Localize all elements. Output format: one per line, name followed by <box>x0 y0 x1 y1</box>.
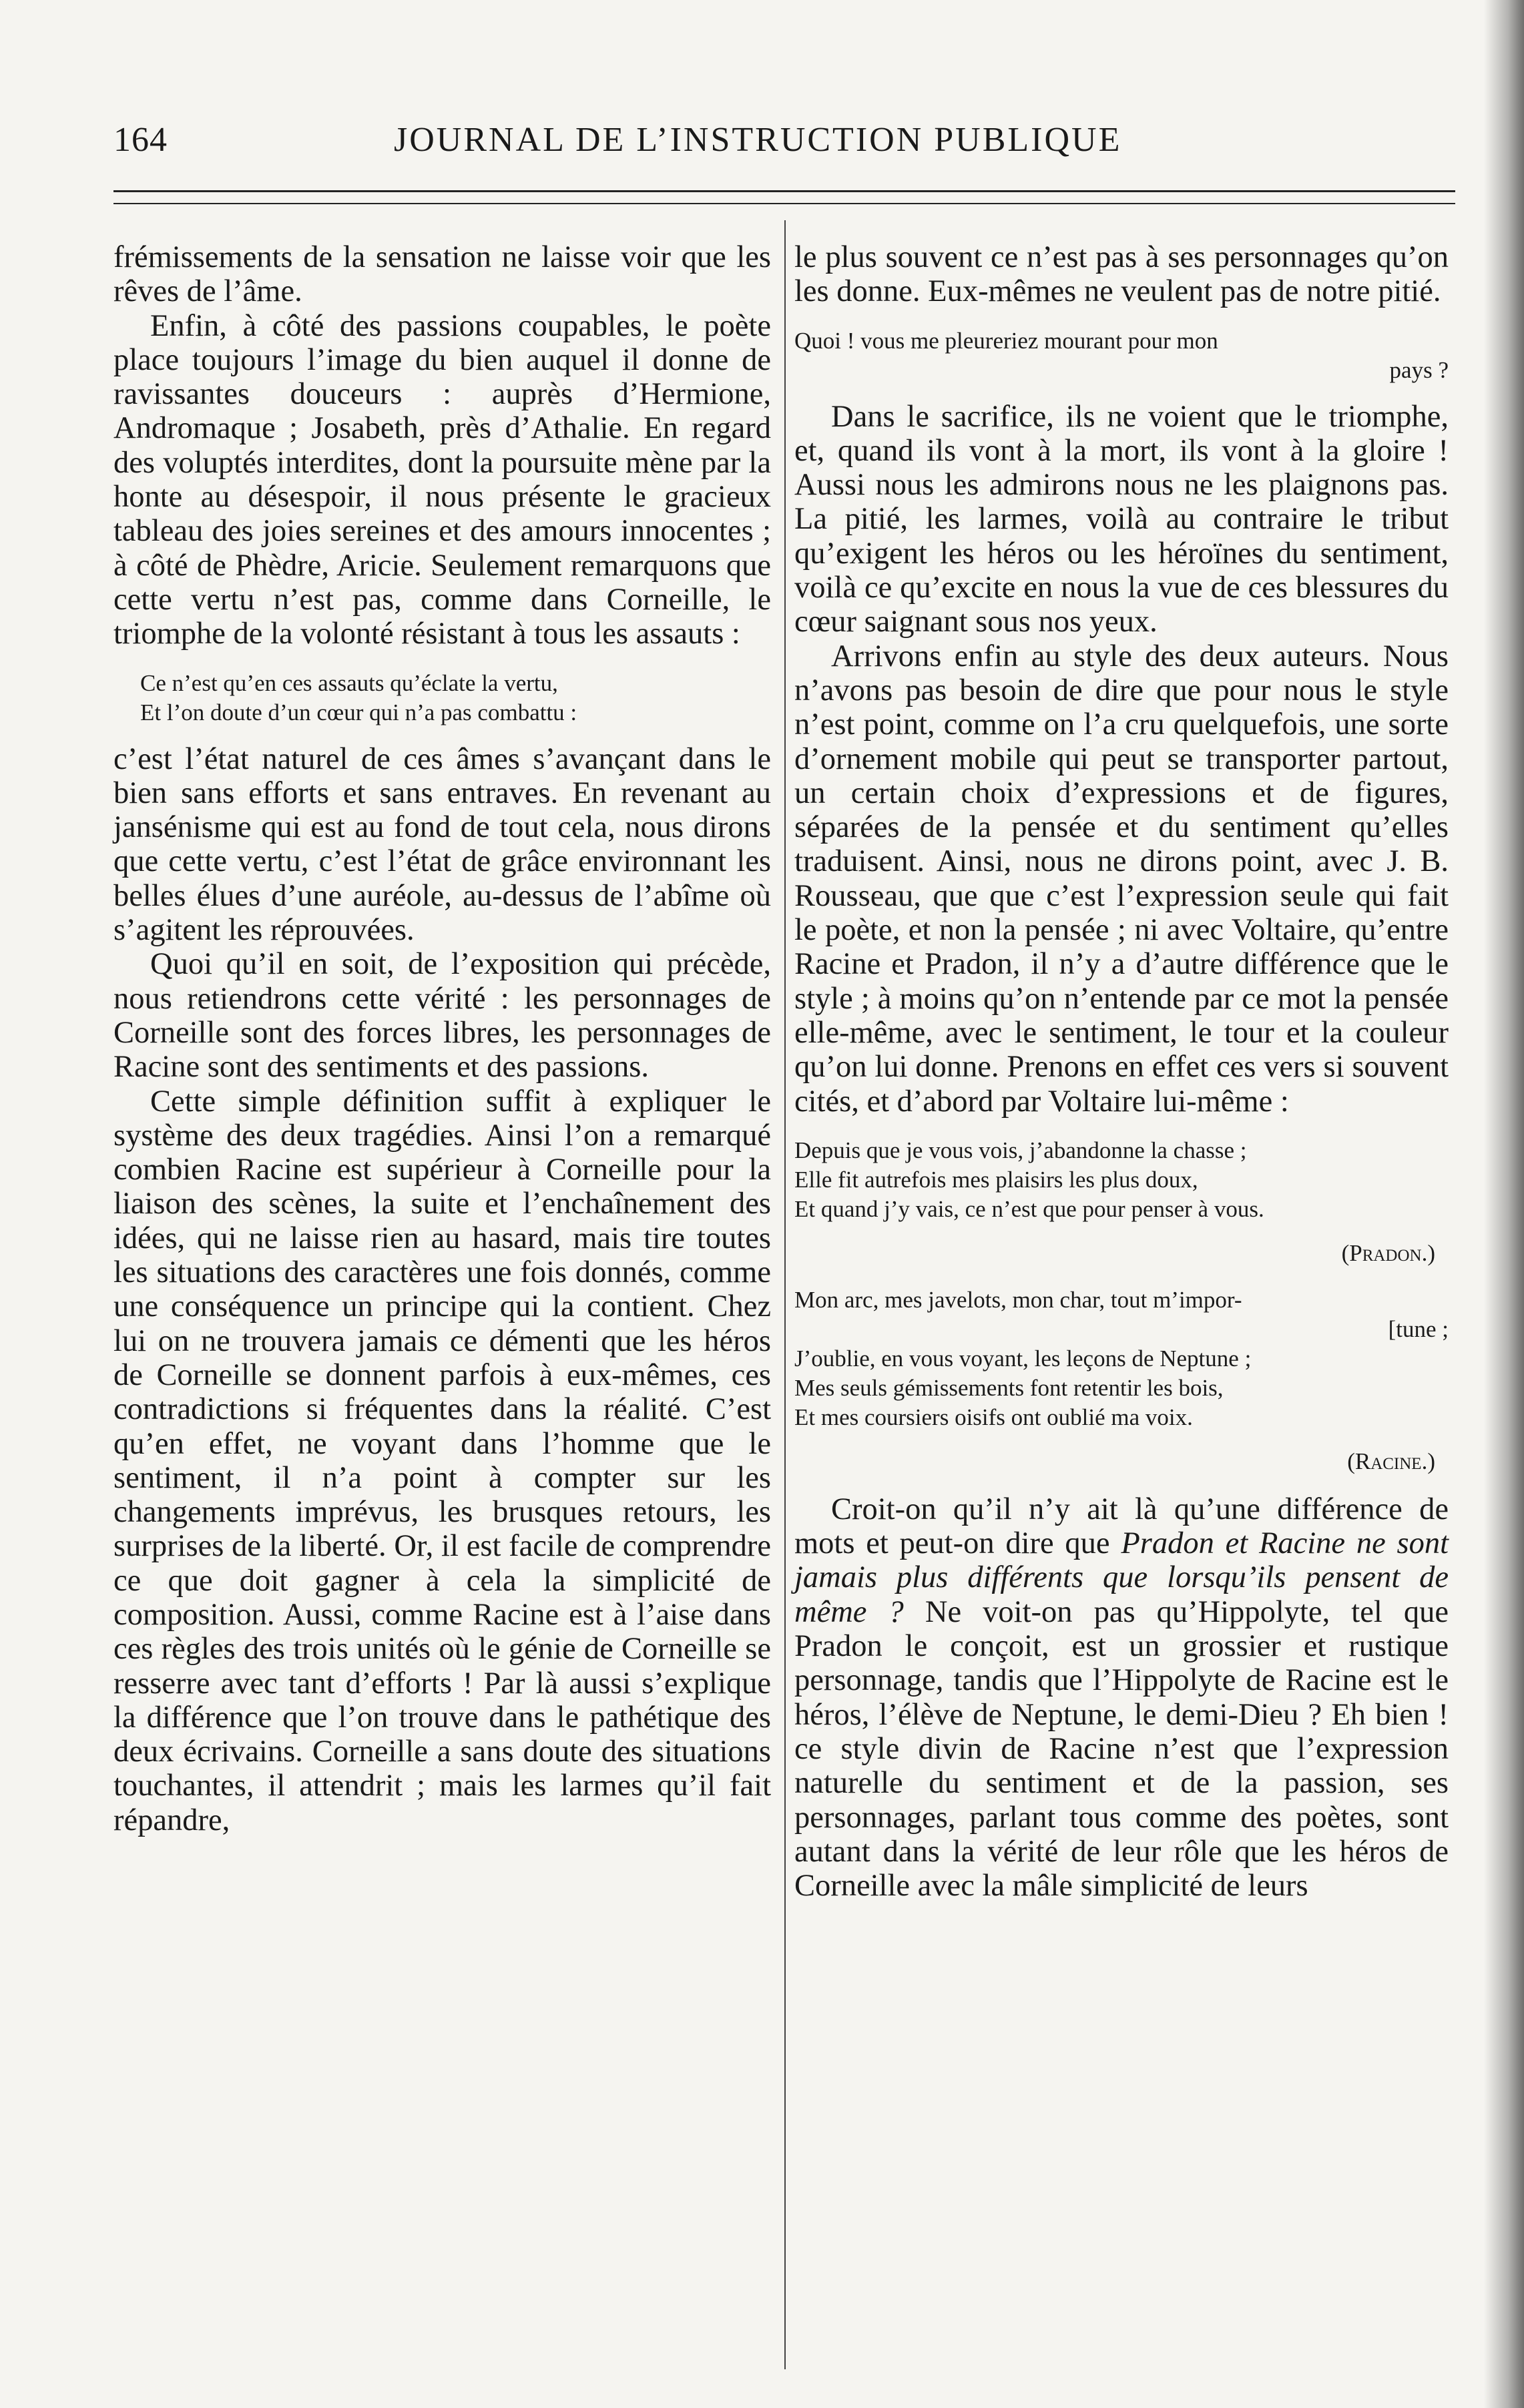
left-column <box>113 240 771 1837</box>
paragraph: Enfin, à côté des passions coupables, le poète place toujours l’image du bien auquel il donne de ravissantes douceurs : auprès d’Hermione, Andromaque ; Josabeth, près d’Athalie. En regard des voluptés interdites, dont la poursuite mène par la honte au désespoir, il nous présente le gracieux tableau des joies sereines et des amours innocentes ; à côté de Phèdre, Aricie. Seulement remarquons que cette vertu n’est pas, comme dans Corneille, le triomphe de la volonté résistant à tous les assauts : <box>113 308 771 651</box>
paragraph: Arrivons enfin au style des deux auteurs. Nous n’avons pas besoin de dire que pour nous le style n’est point, comme on l’a cru quelquefois, une sorte d’ornement mobile qui peut se transporter partout, un certain choix d’expressions et de figures, séparées de la pensée et du sentiment qu’elles traduisent. Ainsi, nous ne dirons point, avec J. B. Rousseau, que que c’est l’expression seule qui fait le poète, et non la pensée ; ni avec Voltaire, qu’entre Racine et Pradon, il n’y a d’autre différence que le style ; à moins qu’on n’entende par ce mot la pensée elle-même, avec le sentiment, le tour et la couleur qu’on lui donne. Prenons en effet ces vers si souvent cités, et d’abord par Voltaire lui-même : <box>794 639 1449 1119</box>
verse-line: J’oublie, en vous voyant, les leçons de Neptune ; <box>794 1345 1252 1372</box>
paragraph-text: Ne voit-on pas qu’Hippolyte, tel que Pradon le conçoit, est un grossier et rustique personnage, tandis que l’Hippolyte de Racine est le héros, l’élève de Neptune, le demi-Dieu ? Eh bien ! ce style divin de Racine n’est que l’expression naturelle du sentiment et de la passion, ses personnages, parlant tous comme des poètes, sont autant dans la vérité de leur rôle que les héros de Corneille avec la mâle simplicité de leurs <box>794 1594 1449 1903</box>
attribution: (Pradon.) <box>1341 1239 1435 1266</box>
verse-line: Elle fit autrefois mes plaisirs les plus doux, <box>794 1166 1198 1193</box>
paragraph-text: Croit-on qu’il n’y ait là qu’une différence de mots et peut-on dire que <box>794 1492 1449 1561</box>
page-number: 164 <box>113 121 168 159</box>
page-edge-shadow <box>1484 0 1524 2408</box>
verse-quote <box>794 1136 1449 1224</box>
attribution: (Racine.) <box>1347 1448 1435 1474</box>
verse-quote <box>113 669 771 727</box>
verse-line: Depuis que je vous vois, j’abandonne la chasse ; <box>794 1137 1247 1163</box>
verse-line: Ce n’est qu’en ces assauts qu’éclate la vertu, <box>140 669 558 696</box>
verse-line: Mon arc, mes javelots, mon char, tout m’impor- <box>794 1286 1242 1313</box>
verse-quote <box>794 326 1449 385</box>
header-rule <box>113 190 1455 204</box>
paragraph: Dans le sacrifice, ils ne voient que le triomphe, et, quand ils vont à la mort, ils vont à la gloire ! Aussi nous les admirons nous ne les plaignons pas. La pitié, les larmes, voilà au contraire le tribut qu’exigent les héros ou les héroïnes du sentiment, voilà ce qu’excite en nous la vue de ces blessures du cœur saignant sous nos yeux. <box>794 399 1449 639</box>
paragraph: frémissements de la sensation ne laisse voir que les rêves de l’âme. <box>113 240 771 309</box>
verse-line: pays ? <box>1389 356 1449 383</box>
verse-line: Mes seuls gémissements font retentir les bois, <box>794 1374 1224 1401</box>
verse-line: Quoi ! vous me pleureriez mourant pour mon <box>794 327 1218 354</box>
paragraph: Cette simple définition suffit à expliquer le système des deux tragédies. Ainsi l’on a remarqué combien Racine est supérieur à Corneille pour la liaison des scènes, la suite et l’enchaînement des idées, qui ne laisse rien au hasard, mais tire toutes les situations des caractères une fois donnés, comme une conséquence un principe qui la contient. Chez lui on ne trouvera jamais ce démenti que les héros de Corneille se donnent parfois à eux-mêmes, ces contradictions si fréquentes dans la réalité. C’est qu’en effet, ne voyant dans l’homme que le sentiment, il n’a point à compter sur les changements imprévus, les brusques retours, les surprises de la liberté. Or, il est facile de comprendre ce que doit gagner à cela la simplicité de composition. Aussi, comme Racine est à l’aise dans ces règles des trois unités où le génie de Corneille se resserre avec tant d’efforts ! Par là aussi s’explique la différence que l’on trouve dans le pathétique des deux écrivains. Corneille a sans doute des situations touchantes, il attendrit ; mais les larmes qu’il fait répandre, <box>113 1084 771 1837</box>
paragraph <box>794 1492 1449 1903</box>
paragraph: le plus souvent ce n’est pas à ses personnages qu’on les donne. Eux-mêmes ne veulent pas de notre pitié. <box>794 240 1449 309</box>
column-separator <box>784 220 786 2369</box>
verse-line: Et l’on doute d’un cœur qui n’a pas combattu : <box>140 699 577 725</box>
page-header <box>113 120 1442 180</box>
verse-line: [tune ; <box>1388 1315 1449 1342</box>
right-column <box>794 240 1449 1903</box>
verse-quote <box>794 1285 1449 1432</box>
verse-line: Et mes coursiers oisifs ont oublié ma voix. <box>794 1404 1193 1430</box>
running-title: JOURNAL DE L’INSTRUCTION PUBLIQUE <box>394 121 1122 159</box>
paragraph: Quoi qu’il en soit, de l’exposition qui précède, nous retiendrons cette vérité : les personnages de Corneille sont des forces libres, les personnages de Racine sont des sentiments et des passions. <box>113 947 771 1085</box>
italic-quote: Pradon et Racine ne sont jamais plus différents que lorsqu’ils pensent de même ? <box>794 1526 1449 1629</box>
verse-line: Et quand j’y vais, ce n’est que pour penser à vous. <box>794 1195 1264 1222</box>
paragraph: c’est l’état naturel de ces âmes s’avançant dans le bien sans efforts et sans entraves. En revenant au jansénisme qui est au fond de tout cela, nous dirons que cette vertu, c’est l’état de grâce environnant les belles élues d’une auréole, au-dessus de l’abîme où s’agitent les réprouvées. <box>113 741 771 948</box>
